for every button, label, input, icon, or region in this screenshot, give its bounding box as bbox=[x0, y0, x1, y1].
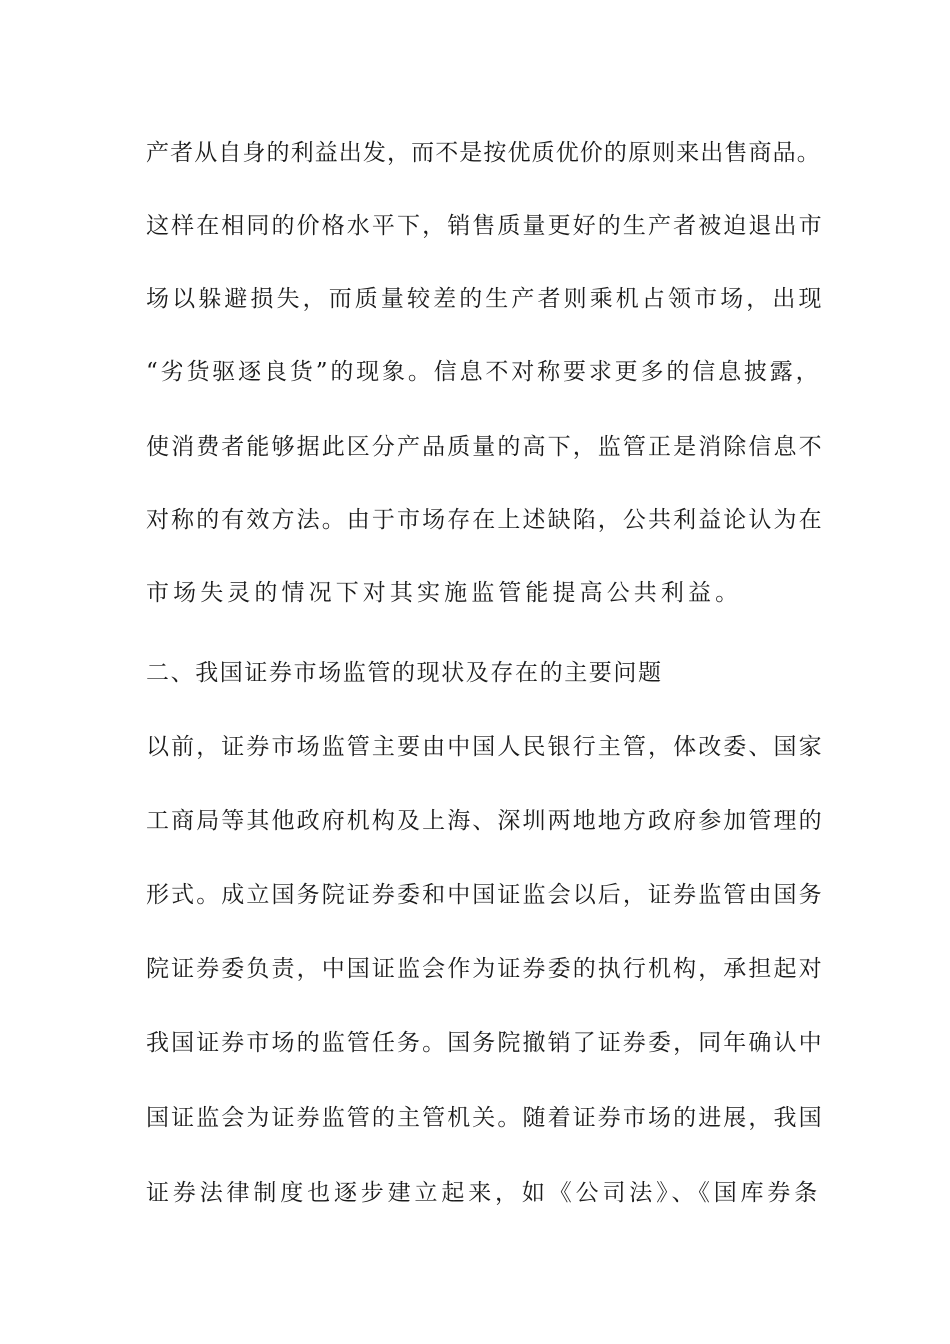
paragraph-line: 以前，证券市场监管主要由中国人民银行主管，体改委、国家 bbox=[146, 734, 824, 760]
paragraph-line: 院证券委负责，中国证监会作为证券委的执行机构，承担起对 bbox=[146, 956, 824, 982]
paragraph-line: 证券法律制度也逐步建立起来，如《公司法》、《国库券条 bbox=[146, 1180, 822, 1206]
paragraph-line: 形式。成立国务院证券委和中国证监会以后，证券监管由国务 bbox=[146, 882, 824, 908]
paragraph-line: 市场失灵的情况下对其实施监管能提高公共利益。 bbox=[146, 580, 743, 606]
paragraph-line: 我国证券市场的监管任务。国务院撤销了证券委，同年确认中 bbox=[146, 1030, 824, 1056]
paragraph-line: 工商局等其他政府机构及上海、深圳两地地方政府参加管理的 bbox=[146, 808, 824, 834]
paragraph-line: 对称的有效方法。由于市场存在上述缺陷，公共利益论认为在 bbox=[146, 507, 824, 533]
paragraph-line: 使消费者能够据此区分产品质量的高下，监管正是消除信息不 bbox=[146, 434, 824, 460]
paragraph-line: 场以躲避损失，而质量较差的生产者则乘机占领市场，出现 bbox=[146, 286, 825, 312]
paragraph-line: 产者从自身的利益出发，而不是按优质优价的原则来出售商品。 bbox=[146, 140, 821, 166]
section-heading: 二、我国证券市场监管的现状及存在的主要问题 bbox=[146, 660, 663, 686]
paragraph-line: 国证监会为证券监管的主管机关。随着证券市场的进展，我国 bbox=[146, 1105, 824, 1131]
paragraph-line: “劣货驱逐良货”的现象。信息不对称要求更多的信息披露， bbox=[146, 359, 822, 385]
paragraph-line: 这样在相同的价格水平下，销售质量更好的生产者被迫退出市 bbox=[146, 213, 824, 239]
